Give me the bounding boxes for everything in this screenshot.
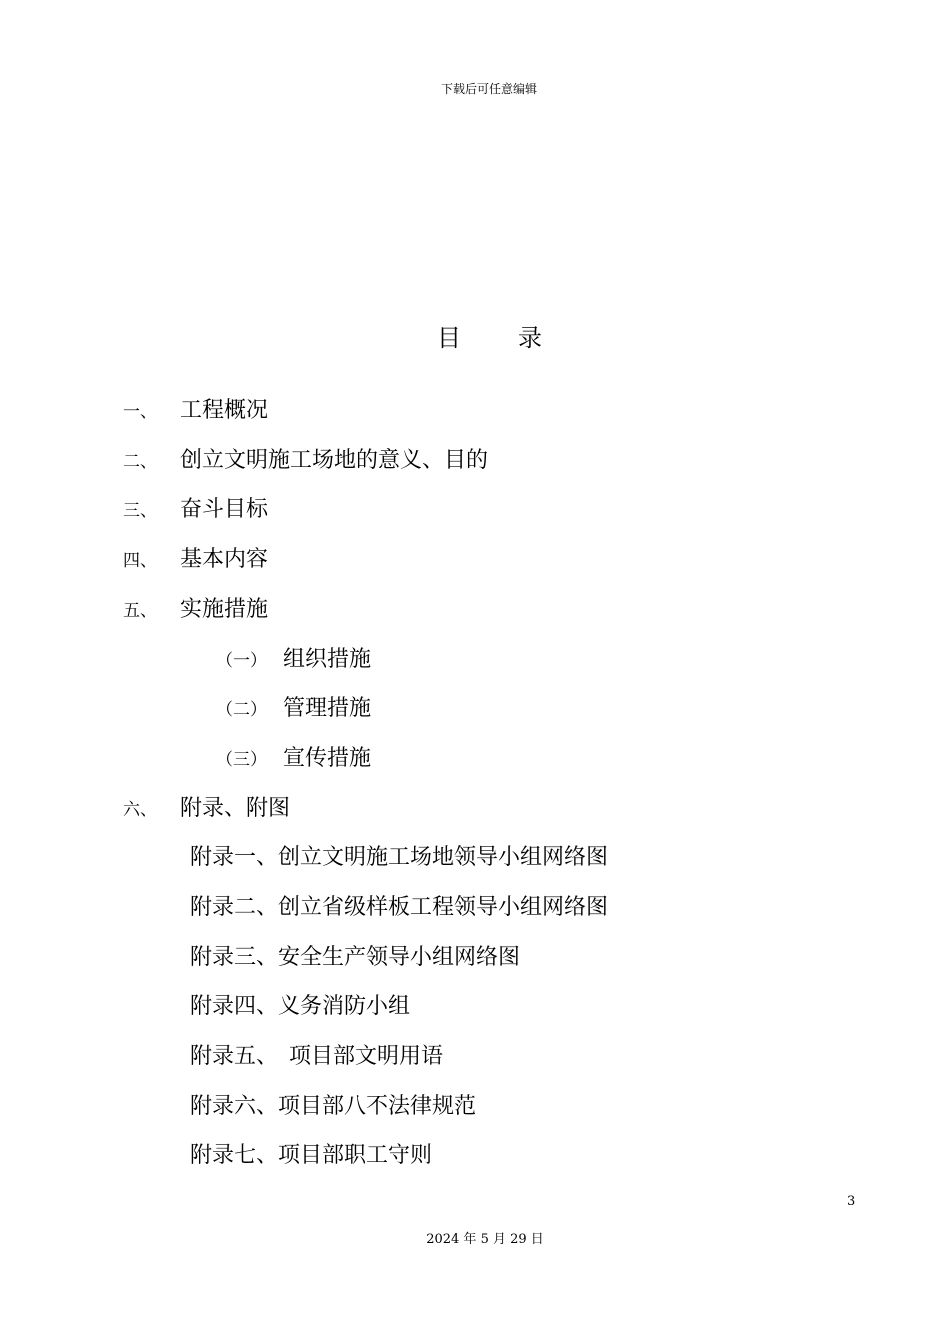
toc-subitem-number: （一） — [216, 651, 267, 671]
toc-subitem-label: 管理措施 — [283, 696, 372, 721]
toc-item-number: 一、 — [123, 402, 157, 422]
toc-item-number: 四、 — [123, 551, 157, 571]
page-title — [437, 318, 542, 353]
appendix-item: 附录三、安全生产领导小组网络图 — [190, 945, 521, 970]
toc-item-label: 工程概况 — [180, 398, 269, 423]
toc-item-number: 三、 — [123, 501, 157, 521]
appendix-item: 附录六、项目部八不法律规范 — [190, 1094, 477, 1119]
toc-subitem-label: 组织措施 — [283, 647, 372, 672]
toc-item-label: 奋斗目标 — [180, 497, 269, 522]
title-char-2: 录 — [518, 324, 542, 352]
toc-subitem-number: （三） — [216, 750, 267, 770]
toc-item-number: 二、 — [123, 452, 157, 472]
toc-subitem-label: 宣传措施 — [283, 746, 372, 771]
appendix-item: 附录七、项目部职工守则 — [190, 1143, 433, 1168]
toc-subitem-number: （二） — [216, 700, 267, 720]
title-char-1: 目 — [437, 324, 461, 352]
toc-item-number: 六、 — [123, 800, 157, 820]
page-header: 下载后可任意编辑 — [440, 82, 537, 96]
toc-item-number: 五、 — [123, 601, 157, 621]
appendix-item: 附录一、创立文明施工场地领导小组网络图 — [190, 845, 609, 870]
toc-item-label: 附录、附图 — [180, 796, 291, 821]
toc-item-label: 实施措施 — [180, 597, 269, 622]
page-footer-date: 2024 年 5 月 29 日 — [426, 1232, 544, 1247]
appendix-item: 附录四、义务消防小组 — [190, 994, 411, 1019]
toc-item-label: 创立文明施工场地的意义、目的 — [180, 448, 489, 473]
page-number: 3 — [847, 1194, 856, 1209]
toc-item-label: 基本内容 — [180, 547, 269, 572]
appendix-item: 附录二、创立省级样板工程领导小组网络图 — [190, 895, 609, 920]
appendix-item: 附录五、 项目部文明用语 — [190, 1044, 444, 1069]
